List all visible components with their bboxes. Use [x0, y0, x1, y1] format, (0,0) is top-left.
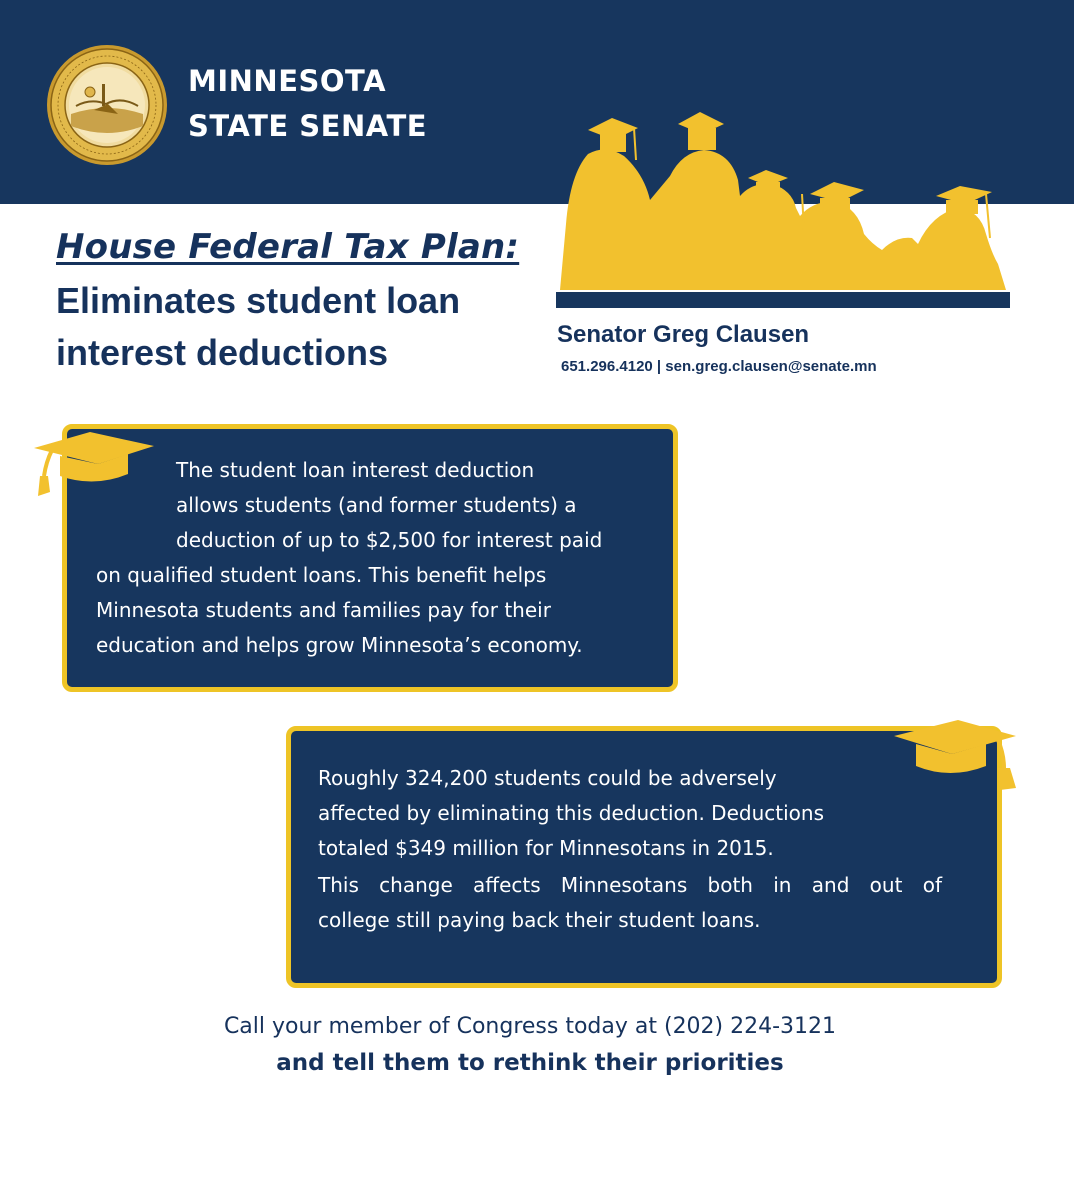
- state-seal-icon: [46, 44, 168, 166]
- panel-1-line: on qualified student loans. This benefit helps: [96, 563, 547, 587]
- panel-2-line: affected by eliminating this deduction. Deductions: [318, 801, 824, 825]
- graduation-cap-icon: [30, 426, 158, 506]
- headline-line-2: interest deductions: [56, 332, 389, 373]
- org-name-line-1: MINNESOTA: [188, 64, 387, 98]
- senator-name: Senator Greg Clausen: [557, 321, 810, 348]
- panel-2-line: This change affects Minnesotans both in and out of: [318, 873, 942, 897]
- graduation-cap-icon: [890, 716, 1020, 798]
- panel-1-line: The student loan interest deduction: [176, 458, 535, 482]
- panel-1-line: Minnesota students and families pay for their: [96, 598, 551, 622]
- call-to-action-line-2: and tell them to rethink their priorities: [276, 1050, 784, 1076]
- panel-1-line: deduction of up to $2,500 for interest paid: [176, 528, 603, 552]
- divider-bar: [556, 292, 1010, 308]
- panel-1-line: allows students (and former students) a: [176, 493, 577, 517]
- headline-line-1: Eliminates student loan: [56, 280, 461, 321]
- org-name-line-2: STATE SENATE: [188, 109, 428, 143]
- call-to-action-line-1: Call your member of Congress today at (202) 224-3121: [223, 1014, 837, 1039]
- panel-2-line: totaled $349 million for Minnesotans in 2015.: [318, 836, 774, 860]
- panel-1-line: education and helps grow Minnesota’s economy.: [96, 633, 583, 657]
- graduates-silhouette-icon: [552, 104, 1014, 290]
- panel-2-line: college still paying back their student loans.: [318, 908, 761, 932]
- headline-kicker: House Federal Tax Plan:: [56, 227, 520, 267]
- panel-2-line: Roughly 324,200 students could be adversely: [318, 766, 777, 790]
- senator-contact: 651.296.4120 | sen.greg.clausen@senate.mn: [561, 358, 877, 375]
